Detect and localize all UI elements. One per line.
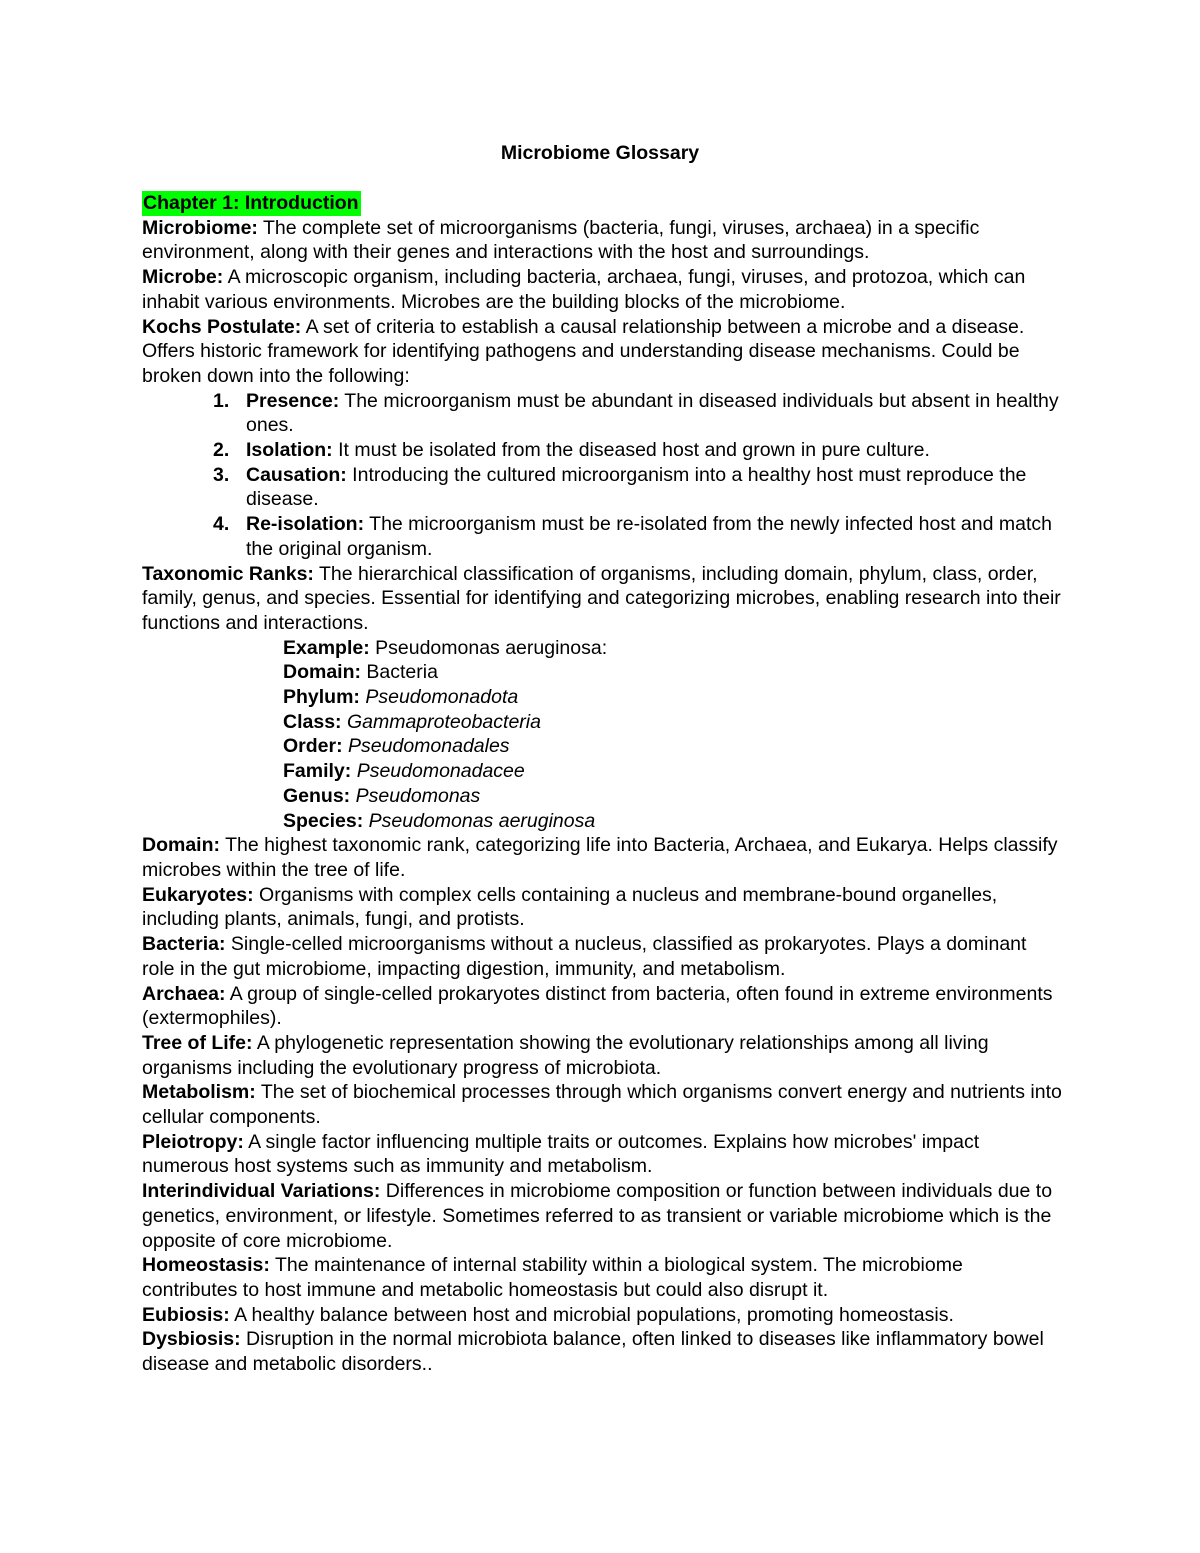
term: Eukaryotes: (142, 883, 254, 906)
rank-value: Pseudomonadota (359, 686, 519, 709)
glossary-entry-archaea (142, 982, 1062, 1031)
rank-value: Gammaproteobacteria (341, 710, 541, 733)
term: Microbiome: (142, 216, 258, 239)
term: Pleiotropy: (142, 1130, 244, 1153)
definition: The microorganism must be abundant in diseased individuals but absent in healthy ones. (246, 389, 1059, 437)
list-item (213, 438, 1062, 463)
term: Metabolism: (142, 1081, 256, 1104)
rank-label: Species: (283, 809, 364, 832)
rank-value: Bacteria (361, 661, 438, 684)
glossary-entry-interindividual-variations (142, 1179, 1062, 1253)
list-number: 3. (213, 463, 230, 486)
chapter-heading-row (142, 191, 1062, 216)
rank-value: Pseudomonas aeruginosa (363, 809, 596, 832)
glossary-entry-domain (142, 833, 1062, 882)
example-label: Example: (283, 636, 370, 659)
term: Homeostasis: (142, 1254, 270, 1277)
list-number: 1. (213, 389, 230, 412)
rank-value: Pseudomonas (350, 784, 481, 807)
definition: It must be isolated from the diseased host and grown in pure culture. (332, 439, 930, 462)
rank-genus (283, 784, 1062, 809)
term: Dysbiosis: (142, 1328, 241, 1351)
taxonomy-example (142, 636, 1062, 834)
term: Domain: (142, 834, 220, 857)
glossary-entry-dysbiosis (142, 1327, 1062, 1376)
definition: A single factor influencing multiple traits or outcomes. Explains how microbes' impact numerous host systems such as immunity and metabolism. (142, 1130, 980, 1178)
definition: A set of criteria to establish a causal relationship between a microbe and a disease. Offers historic framework for identifying pathogens and understanding disease mechanisms. Could be broken down into the following: (142, 315, 1025, 387)
glossary-entry-microbiome (142, 216, 1062, 265)
definition: Differences in microbiome composition or function between individuals due to genetics, environment, or lifestyle. Sometimes referred to as transient or variable microbiome which is the opposite of core microbiome. (142, 1180, 1053, 1252)
definition: Single-celled microorganisms without a nucleus, classified as prokaryotes. Plays a dominant role in the gut microbiome, impacting digestion, immunity, and metabolism. (142, 933, 1027, 980)
term: Eubiosis: (142, 1303, 230, 1326)
rank-species (283, 809, 1062, 834)
rank-class (283, 710, 1062, 735)
rank-family (283, 759, 1062, 784)
rank-domain (283, 660, 1062, 685)
definition: A healthy balance between host and microbial populations, promoting homeostasis. (229, 1303, 954, 1326)
list-number: 2. (213, 439, 230, 462)
term: Taxonomic Ranks: (142, 562, 314, 585)
glossary-entry-microbe (142, 265, 1062, 314)
definition: The maintenance of internal stability within a biological system. The microbiome contributes to host immune and metabolic homeostasis but could also disrupt it. (142, 1254, 963, 1301)
term: Kochs Postulate: (142, 315, 302, 338)
term: Causation: (246, 463, 347, 486)
glossary-entry-kochs-postulate (142, 315, 1062, 389)
definition: Introducing the cultured microorganism into a healthy host must reproduce the disease. (246, 463, 1027, 511)
page-title: Microbiome Glossary (500, 142, 700, 164)
term: Tree of Life: (142, 1031, 253, 1054)
list-item (213, 512, 1062, 561)
term: Bacteria: (142, 933, 226, 956)
definition: Organisms with complex cells containing a nucleus and membrane-bound organelles, including plants, animals, fungi, and protists. (142, 883, 998, 931)
definition: A microscopic organism, including bacteria, archaea, fungi, viruses, and protozoa, which can inhabit various environments. Microbes are the building blocks of the microbiome. (142, 266, 1026, 313)
definition: The microorganism must be re-isolated from the newly infected host and match the original organism. (246, 513, 1052, 560)
rank-label: Family: (283, 760, 352, 783)
definition: A group of single-celled prokaryotes distinct from bacteria, often found in extreme environments (extermophiles). (142, 982, 1053, 1030)
glossary-entry-bacteria (142, 932, 1062, 981)
rank-value: Pseudomonadales (342, 735, 510, 758)
rank-label: Domain: (283, 661, 361, 684)
list-item (213, 389, 1062, 438)
glossary-entry-metabolism (142, 1080, 1062, 1129)
definition: The hierarchical classification of organisms, including domain, phylum, class, order, family, genus, and species. Essential for identifying and categorizing microbes, enabling research into their functions and interactions. (142, 562, 1061, 634)
rank-label: Genus: (283, 784, 351, 807)
chapter-heading: Chapter 1: Introduction (143, 192, 359, 214)
definition: The complete set of microorganisms (bacteria, fungi, viruses, archaea) in a specific environment, along with their genes and interactions with the host and surroundings. (142, 216, 980, 264)
rank-label: Phylum: (283, 686, 360, 709)
rank-order (283, 734, 1062, 759)
glossary-entry-pleiotropy (142, 1130, 1062, 1179)
glossary-entry-taxonomic-ranks (142, 562, 1062, 636)
glossary-entry-homeostasis (142, 1253, 1062, 1302)
term: Presence: (246, 389, 340, 412)
term: Microbe: (142, 266, 224, 289)
document-body (142, 191, 1062, 1377)
list-item (213, 463, 1062, 512)
glossary-entry-eubiosis (142, 1303, 1062, 1328)
rank-value: Pseudomonadacee (351, 760, 525, 783)
term: Isolation: (246, 439, 333, 462)
definition: Disruption in the normal microbiota balance, often linked to diseases like inflammatory bowel disease and metabolic disorders.. (142, 1328, 1044, 1376)
term: Re-isolation: (246, 513, 365, 536)
definition: The highest taxonomic rank, categorizing life into Bacteria, Archaea, and Eukarya. Helps classify microbes within the tree of life. (142, 834, 1058, 881)
example-heading (283, 636, 1062, 661)
term: Archaea: (142, 982, 226, 1005)
glossary-entry-tree-of-life (142, 1031, 1062, 1080)
term: Interindividual Variations: (142, 1180, 381, 1203)
rank-phylum (283, 685, 1062, 710)
definition: The set of biochemical processes through which organisms convert energy and nutrients into cellular components. (142, 1081, 1062, 1129)
postulates-list (142, 389, 1062, 562)
definition: A phylogenetic representation showing the evolutionary relationships among all living organisms including the evolutionary progress of microbiota. (142, 1031, 989, 1079)
rank-label: Class: (283, 710, 342, 733)
glossary-entry-eukaryotes (142, 883, 1062, 932)
list-number: 4. (213, 513, 230, 536)
example-value: Pseudomonas aeruginosa: (369, 636, 608, 659)
rank-label: Order: (283, 735, 343, 758)
